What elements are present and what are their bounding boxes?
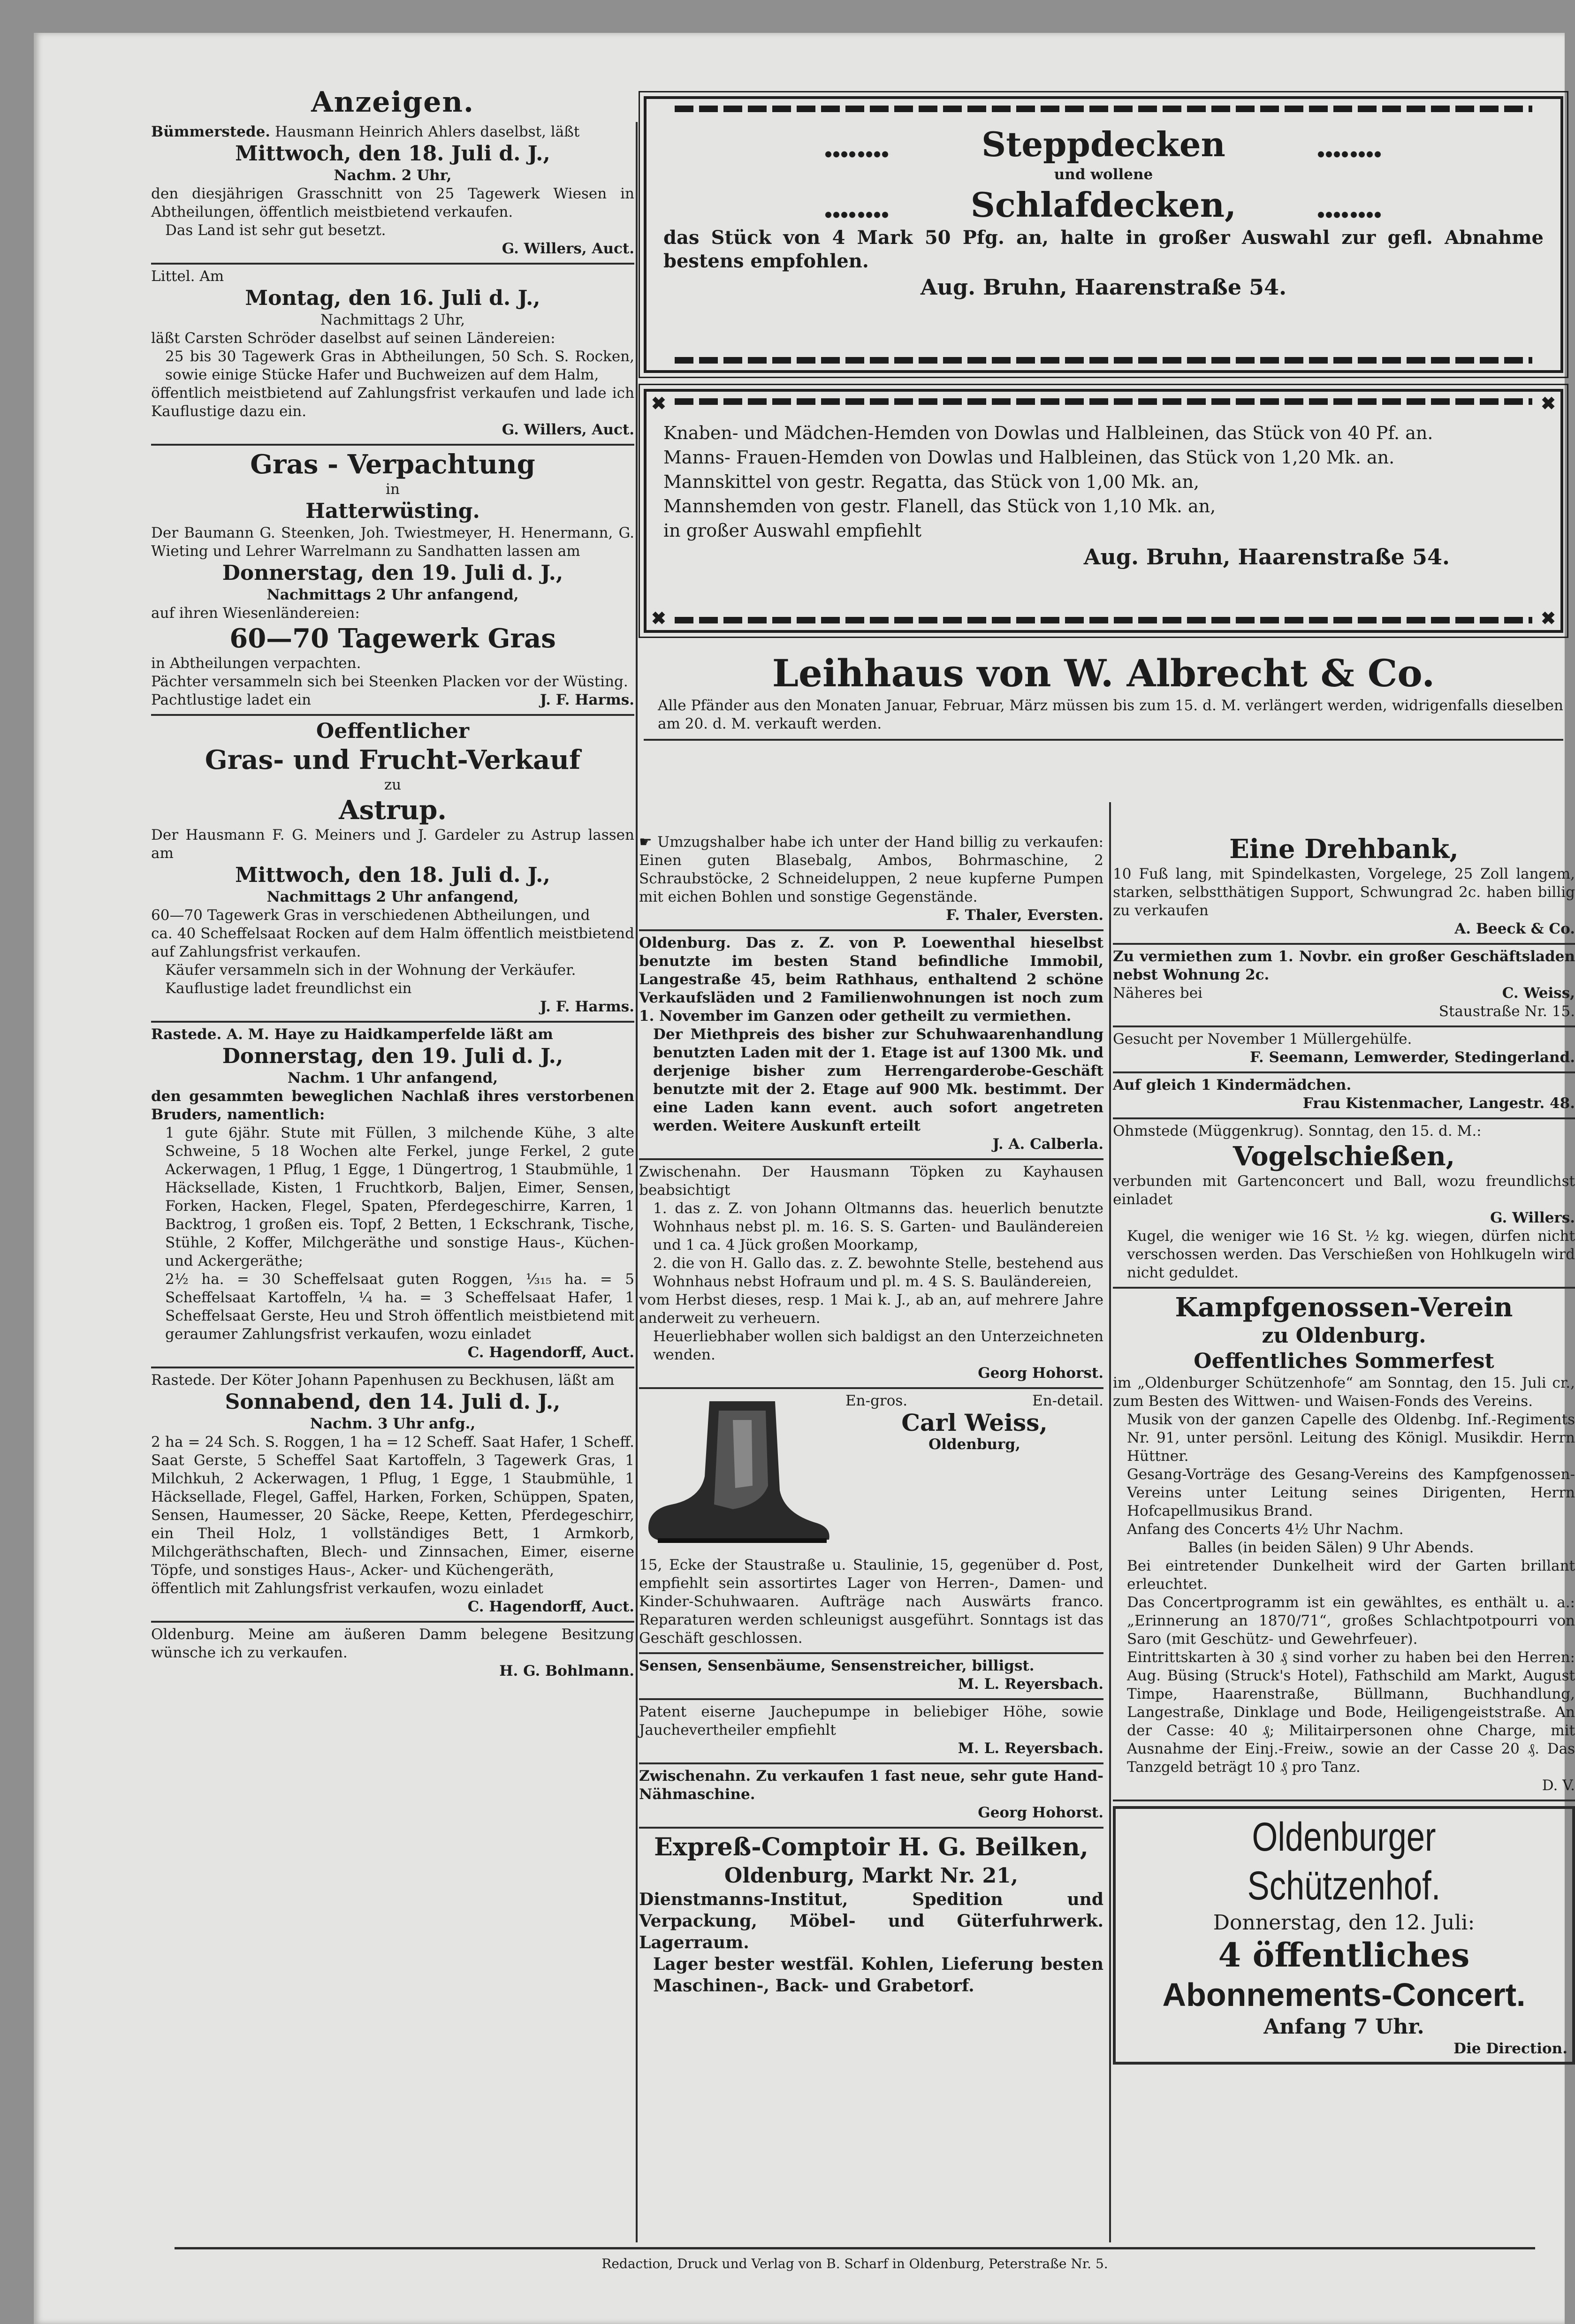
ad-text: Ohmstede (Müggenkrug). Sonntag, den 15. d. M.:: [1113, 1123, 1482, 1139]
ad-text: Pächter versammeln sich bei Steenken Placken vor der Wüsting.: [151, 673, 628, 690]
ad-sensen: [639, 1654, 1103, 1700]
ad-text: Knaben- und Mädchen-Hemden von Dowlas und Halbleinen, das Stück von 40 Pf. an.: [663, 423, 1433, 443]
ad-signature: Die Direction.: [1453, 2040, 1567, 2057]
border-ornament: [675, 617, 1532, 623]
ad-text: En-detail.: [1032, 1392, 1103, 1409]
ad-text: Das Land ist sehr gut besetzt.: [165, 222, 386, 239]
ad-date: Sonnabend, den 14. Juli d. J.,: [225, 1390, 561, 1414]
ad-thaler: [639, 830, 1103, 931]
ad-quantity: 60—70 Tagewerk Gras: [229, 623, 556, 654]
ad-signature: J. A. Calberla.: [992, 1136, 1103, 1153]
ad-text: und wollene: [1054, 166, 1153, 183]
ad-text: Der Baumann G. Steenken, Joh. Twiestmeyer, H. Henermann, G. Wieting und Lehrer Warrelmann zu Sandhatten lassen am: [151, 524, 634, 560]
top-ads: [644, 87, 1563, 741]
column-divider: [636, 122, 638, 2242]
ad-text: Balles (in beiden Sälen) 9 Uhr Abends.: [1188, 1539, 1474, 1556]
ad-text: das Stück von 4 Mark 50 Pfg. an, halte in großer Auswahl zur gefl. Abnahme bestens empfohlen.: [663, 227, 1544, 272]
ad-title: Oldenburger Schützenhof.: [1247, 1815, 1441, 1908]
dot-ornament: [824, 150, 857, 159]
ad-text: Eintrittskarten à 30 ₰ sind vorher zu haben bei den Herren: Aug. Büsing (Struck's Hotel), Fathschild am Markt, August Timpe, Haarenstraße, Büllmann, Buchhandlung, Langestraße, Dinklage und Bode, Heiligengeiststraße. An der Casse: 40 ₰; Militairpersonen ohne Charge, mit Ausnahme der Einj.-Freiw., sowie an der Casse 20 ₰. Das Tanzgeld beträgt 10 ₰ pro Tanz.: [1127, 1649, 1575, 1776]
ad-subtitle: 4 öffentliches: [1218, 1936, 1470, 1975]
ad-vogelschiessen: [1113, 1119, 1575, 1289]
ad-text: Mannskittel von gestr. Regatta, das Stück von 1,00 Mk. an,: [663, 471, 1200, 492]
ad-rastede-haye: [151, 1023, 634, 1368]
ad-text: ca. 40 Scheffelsaat Rocken auf dem Halm öffentlich meistbietend auf Zahlungsfrist verkaufen.: [151, 925, 634, 960]
ad-place: Oldenburg, Markt Nr. 21,: [724, 1864, 1019, 1888]
ad-text: Alle Pfänder aus den Monaten Januar, Februar, März müssen bis zum 15. d. M. verlängert werden, widrigenfalls dieselben am 20. d. M. verkauft werden.: [658, 697, 1563, 732]
dot-ornament: [857, 150, 890, 159]
ad-time: Nachmittags 2 Uhr anfangend,: [266, 889, 519, 905]
dot-ornament: [824, 210, 857, 220]
ad-text: 15, Ecke der Staustraße u. Staulinie, 15, gegenüber d. Post, empfiehlt sein assortirtes Lager von Herren-, Damen- und Kinder-Schuhwaaren. Aufträge nach Auswärts franco. Reparaturen werden schleunigst ausgeführt. Sonntags ist das Geschäft geschlossen.: [639, 1557, 1103, 1647]
ad-littel: [151, 265, 634, 446]
ad-text: 60—70 Tagewerk Gras in verschiedenen Abtheilungen, und: [151, 907, 590, 924]
ad-text: 2 ha = 24 Sch. S. Roggen, 1 ha = 12 Scheff. Saat Hafer, 1 Scheff. Saat Gerste, 5 Scheffel Saat Kartoffeln, 3 Tagewerk Gras, 1 Milchkuh, 2 Ackerwagen, 1 Pflug, 1 Egge, 1 Staubmühle, 1 Häcksellade, Flegel, Gaffel, Harken, Forken, Schüppen, Spaten, Sensen, Haumesser, 20 Säcke, Reepe, Ketten, Pferdegeschirr, ein Theil Holz, 1 vollständiges Bett, 1 Armkorb, Milchgeräthschaften, Blech- und Zinnsachen, Eimer, eiserne Töpfe, und sonstiges Haus-, Acker- und Küchengeräth,: [151, 1434, 634, 1579]
ad-lead: Littel. Am: [151, 268, 224, 285]
ad-signature: C. Weiss,: [1502, 985, 1575, 1002]
ad-text: 2½ ha. = 30 Scheffelsaat guten Roggen, ⅓₁₅ ha. = 5 Scheffelsaat Kartoffeln, ¼ ha. = 3 Scheffelsaat Hafer, 1 Scheffelsaat Gerste, Heu und Stroh öffentlich meistbietend mit geraumer Zahlungsfrist verkaufen, wozu einladet: [165, 1271, 634, 1343]
ad-signature: F. Seemann, Lemwerder, Stedingerland.: [1249, 1049, 1575, 1066]
ad-text: Manns- Frauen-Hemden von Dowlas und Halbleinen, das Stück von 1,20 Mk. an.: [663, 447, 1395, 468]
border-ornament: [675, 398, 1532, 405]
ad-text: Heuerliebhaber wollen sich baldigst an den Unterzeichneten wenden.: [653, 1328, 1103, 1363]
ad-text: Oldenburg. Meine am äußeren Damm belegene Besitzung wünsche ich zu verkaufen.: [151, 1626, 634, 1661]
section-title: Anzeigen.: [311, 86, 474, 119]
corner-ornament: ✖: [651, 608, 666, 629]
ad-text: 1 gute 6jähr. Stute mit Füllen, 3 milchende Kühe, 3 alte Schweine, 5 18 Wochen alte Ferkel, junge Ferkel, 2 gute Ackerwagen, 1 Pflug, 1 Egge, 1 Düngertrog, 1 Staubmühle, 1 Häcksellade, Kisten, 1 Fruchtkorb, Baljen, Eimer, Sensen, Forken, Hacken, Flegel, Spaten, Pferdegeschirre, Karren, 1 Backtrog, 1 großen eis. Topf, 2 Betten, 1 Eckschrank, Tische, Stühle, 2 Koffer, Milchgeräthe und sonstige Haus-, Küchen- und Ackergeräthe;: [165, 1124, 634, 1269]
corner-ornament: ✖: [1541, 393, 1556, 414]
border-ornament: [675, 357, 1532, 364]
ad-text: Pachtlustige ladet ein: [151, 691, 312, 708]
ad-title: Vogelschießen,: [1233, 1141, 1455, 1172]
ad-text: Näheres bei: [1113, 985, 1202, 1002]
ad-text: Auf gleich 1 Kindermädchen.: [1113, 1077, 1352, 1094]
ad-text: Gesucht per November 1 Müllergehülfe.: [1113, 1031, 1412, 1048]
ad-text: zu: [384, 776, 402, 793]
boot-illustration: [639, 1392, 836, 1551]
ad-signature: G. Willers, Auct.: [502, 240, 634, 257]
ad-title: Eine Drehbank,: [1229, 834, 1459, 865]
ad-title: Leihhaus von W. Albrecht & Co.: [772, 651, 1435, 695]
ad-signature: Georg Hohorst.: [978, 1365, 1103, 1382]
ad-rastede-papenhusen: [151, 1368, 634, 1623]
ad-title: Schlafdecken,: [970, 185, 1237, 225]
ad-title: Gras - Verpachtung: [250, 449, 535, 480]
ad-text: Zwischenahn. Zu verkaufen 1 fast neue, sehr gute Hand-Nähmaschine.: [639, 1768, 1103, 1803]
ad-text: Oldenburg. Das z. Z. von P. Loewenthal hieselbst benutzte im besten Stand befindliche Immobil, Langestraße 45, beim Rathhaus, enthaltend 2 schöne Verkaufsläden und 2 Familienwohnungen ist noch zum 1. November im Ganzen oder getheilt zu vermiethen.: [639, 934, 1103, 1025]
ad-signature: G. Willers, Auct.: [502, 421, 634, 438]
ad-text: Das Concertprogramm ist ein gewähltes, es enthält u. a.: „Erinnerung an 1870/71“, großes Schlachtpotpourri von Saro (mit Geschütz- und Gewehrfeuer).: [1127, 1594, 1575, 1648]
ad-text: in: [386, 481, 400, 498]
ad-hemden: [644, 389, 1563, 633]
dot-ornament: [1350, 210, 1383, 220]
ad-loewenthal: [639, 931, 1103, 1160]
ad-text: Rastede. Der Köter Johann Papenhusen zu Beckhusen, läßt am: [151, 1372, 615, 1389]
ad-text: Lager bester westfäl. Kohlen, Lieferung besten Maschinen-, Back- und Grabetorf.: [653, 1954, 1103, 1996]
ad-date: Donnerstag, den 19. Juli d. J.,: [222, 1044, 563, 1068]
ad-text: Dienstmanns-Institut, Spedition und Verpackung, Möbel- und Güterfuhrwerk. Lagerraum.: [639, 1890, 1103, 1952]
ad-text: im „Oldenburger Schützenhofe“ am Sonntag, den 15. Juli cr., zum Besten des Wittwen- und Waisen-Fonds des Vereins.: [1113, 1375, 1575, 1410]
ad-geschaeftsladen: [1113, 945, 1575, 1027]
column-right: [1113, 830, 1575, 2065]
ad-text: Der Hausmann F. G. Meiners und J. Gardeler zu Astrup lassen am: [151, 827, 634, 862]
ad-subtitle: Abonnements-Concert.: [1162, 1976, 1526, 2013]
ad-carl-weiss: [639, 1389, 1103, 1654]
ad-text: Staustraße Nr. 15.: [1438, 1003, 1575, 1020]
ad-signature: Aug. Bruhn, Haarenstraße 54.: [920, 274, 1287, 300]
column-middle: [639, 830, 1103, 2001]
ad-text: 25 bis 30 Tagewerk Gras in Abtheilungen, 50 Sch. S. Rocken, sowie einige Stücke Hafer und Buchweizen auf dem Halm,: [165, 348, 634, 383]
ad-gras-verpachtung: [151, 446, 634, 716]
ad-text: Zu vermiethen zum 1. Novbr. ein großer Geschäftsladen nebst Wohnung 2c.: [1113, 948, 1575, 983]
ad-text: vom Herbst dieses, resp. 1 Mai k. J., ab an, auf mehrere Jahre anderweit zu verheuern.: [639, 1291, 1103, 1327]
ad-text: 2. die von H. Gallo das. z. Z. bewohnte Stelle, bestehend aus Wohnhaus nebst Hofraum und pl. m. 4 S. S. Bauländereien,: [653, 1255, 1103, 1290]
ad-text: Zwischenahn. Der Hausmann Töpken zu Kayhausen beabsichtigt: [639, 1163, 1103, 1199]
ad-text: Mannshemden von gestr. Flanell, das Stück von 1,10 Mk. an,: [663, 496, 1216, 516]
ad-time: Nachm. 2 Uhr,: [334, 167, 452, 184]
ad-title: Expreß-Comptoir H. G. Beilken,: [654, 1833, 1088, 1861]
ad-pretitle: Oeffentlicher: [316, 719, 470, 743]
newspaper-page: [34, 33, 1575, 2324]
pointing-hand-icon: ☛: [639, 834, 652, 851]
ad-text: Kugel, die weniger wie 16 St. ½ kg. wiegen, dürfen nicht verschossen werden. Das Verschießen von Hohlkugeln wird nicht geduldet.: [1127, 1228, 1575, 1281]
ad-text: Kauflustige ladet freundlichst ein: [165, 980, 412, 997]
ad-buemmerstede: [151, 120, 634, 265]
ad-gras-frucht-verkauf: [151, 716, 634, 1023]
ad-signature: M. L. Reyersbach.: [958, 1740, 1103, 1757]
ad-title: Gras- und Frucht-Verkauf: [205, 744, 581, 775]
ad-text: Bei eintretender Dunkelheit wird der Garten brillant erleuchtet.: [1127, 1557, 1575, 1593]
ad-signature: F. Thaler, Eversten.: [946, 907, 1103, 924]
ad-drehbank: [1113, 830, 1575, 945]
ad-text: Anfang des Concerts 4½ Uhr Nachm.: [1127, 1521, 1404, 1538]
ad-date: Mittwoch, den 18. Juli d. J.,: [235, 863, 550, 887]
ad-text: En-gros.: [845, 1392, 908, 1409]
ad-text: 10 Fuß lang, mit Spindelkasten, Vorgelege, 25 Zoll langem, starken, selbstthätigen Support, Schwungrad 2c. haben billig zu verkaufen: [1113, 866, 1575, 919]
ad-text: Sensen, Sensenbäume, Sensenstreicher, billigst.: [639, 1657, 1035, 1674]
ad-text: Gesang-Vorträge des Gesang-Vereins des Kampfgenossen-Vereins unter Leitung seines Dirigenten, Herrn Hofcapellmusikus Brand.: [1127, 1466, 1575, 1519]
ad-date: Montag, den 16. Juli d. J.,: [245, 286, 540, 310]
ad-signature: M. L. Reyersbach.: [958, 1676, 1103, 1693]
ad-text: auf ihren Wiesenländereien:: [151, 605, 360, 622]
ad-place: zu Oldenburg.: [1262, 1324, 1426, 1348]
ad-time: Nachm. 1 Uhr anfangend,: [287, 1070, 498, 1086]
ad-date: Donnerstag, den 19. Juli d. J.,: [222, 561, 563, 585]
ad-title: Steppdecken: [982, 124, 1225, 164]
ad-kampfgenossen: [1113, 1289, 1575, 1801]
ad-steppdecken: [644, 96, 1563, 373]
ad-muellergehuelfe: [1113, 1027, 1575, 1073]
dot-ornament: [1317, 210, 1350, 220]
column-left: [151, 84, 634, 1685]
corner-ornament: ✖: [651, 393, 666, 414]
ad-signature: D. V.: [1542, 1777, 1575, 1794]
ad-title: Kampfgenossen-Verein: [1175, 1292, 1513, 1323]
ad-leihhaus: [644, 647, 1563, 741]
ad-signature: Frau Kistenmacher, Langestr. 48.: [1302, 1095, 1575, 1112]
ad-text: Musik von der ganzen Capelle des Oldenbg. Inf.-Regiments Nr. 91, unter persönl. Leitung des Königl. Musikdir. Herrn Hüttner.: [1127, 1411, 1575, 1465]
ad-time: Nachmittags 2 Uhr anfangend,: [266, 586, 519, 603]
ad-naehmaschine: [639, 1764, 1103, 1829]
ad-text: in großer Auswahl empfiehlt: [663, 520, 922, 541]
ad-text: öffentlich meistbietend auf Zahlungsfrist verkaufen und lade ich Kauflustige dazu ein.: [151, 385, 634, 420]
ad-signature: J. F. Harms.: [540, 691, 634, 708]
ad-text: den diesjährigen Grasschnitt von 25 Tagewerk Wiesen in Abtheilungen, öffentlich meistbietend verkaufen.: [151, 185, 634, 220]
ad-text: verbunden mit Gartenconcert und Ball, wozu freundlichst einladet: [1113, 1173, 1575, 1208]
ad-signature: Georg Hohorst.: [978, 1804, 1103, 1821]
ad-signature: Aug. Bruhn, Haarenstraße 54.: [1083, 544, 1450, 570]
ad-toepken: [639, 1160, 1103, 1389]
ad-signature: G. Willers.: [1490, 1209, 1575, 1226]
ad-time: Nachm. 3 Uhr anfg.,: [310, 1415, 476, 1432]
ad-lead: Bümmerstede.: [151, 123, 271, 140]
ad-signature: A. Beeck & Co.: [1454, 920, 1575, 937]
ad-text: den gesammten beweglichen Nachlaß ihres verstorbenen Bruders, namentlich:: [151, 1088, 634, 1123]
ad-place: Hatterwüsting.: [305, 499, 480, 523]
ad-time: Nachmittags 2 Uhr,: [320, 311, 465, 328]
ad-time: Anfang 7 Uhr.: [1263, 2015, 1424, 2039]
dot-ornament: [857, 210, 890, 220]
ad-title: Carl Weiss,: [901, 1409, 1048, 1436]
ad-text: Rastede. A. M. Haye zu Haidkamperfelde läßt am: [151, 1026, 553, 1043]
column-divider: [1109, 802, 1111, 2242]
ad-text: in Abtheilungen verpachten.: [151, 655, 361, 672]
dot-ornament: [1350, 150, 1383, 159]
ad-kindermaedchen: [1113, 1073, 1575, 1119]
ad-schuetzenhof: [1113, 1806, 1575, 2065]
corner-ornament: ✖: [1541, 608, 1556, 629]
ad-subtitle: Oeffentliches Sommerfest: [1194, 1349, 1494, 1373]
ad-signature: H. G. Bohlmann.: [499, 1663, 634, 1679]
ad-date: Donnerstag, den 12. Juli:: [1213, 1911, 1475, 1935]
ad-text: 1. das z. Z. von Johann Oltmanns das. heuerlich benutzte Wohnhaus nebst pl. m. 16. S. S. Garten- und Bauländereien und 1 ca. 4 Jück großen Moorkamp,: [653, 1200, 1103, 1253]
ad-signature: J. F. Harms.: [540, 998, 634, 1015]
ad-text: Umzugshalber habe ich unter der Hand billig zu verkaufen: Einen guten Blasebalg, Ambos, Bohrmaschine, 2 Schraubstöcke, 2 Schneideluppen, 2 neue kupferne Pumpen mit eichen Bohlen und sonstige Gegenstände.: [639, 834, 1104, 905]
ad-bohlmann: [151, 1623, 634, 1685]
dot-ornament: [1317, 150, 1350, 159]
imprint-footer: Redaction, Druck und Verlag von B. Scharf in Oldenburg, Peterstraße Nr. 5.: [175, 2247, 1535, 2271]
ad-text: öffentlich mit Zahlungsfrist verkaufen, wozu einladet: [151, 1580, 544, 1597]
ad-signature: C. Hagendorff, Auct.: [467, 1344, 634, 1361]
ad-jauchepumpe: [639, 1700, 1103, 1764]
ad-date: Mittwoch, den 18. Juli d. J.,: [235, 142, 550, 166]
ad-text: Hausmann Heinrich Ahlers daselbst, läßt: [274, 123, 580, 140]
ad-text: Käufer versammeln sich in der Wohnung der Verkäufer.: [165, 962, 576, 979]
border-ornament: [675, 106, 1532, 112]
ad-text: Der Miethpreis des bisher zur Schuhwaarenhandlung benutzten Laden mit der 1. Etage ist auf 1300 Mk. und derjenige bisher zum Herrengarderobe-Geschäft benutzte mit der 2. Etage auf 900 Mk. bestimmt. Der eine Laden kann event. auch sofort angetreten werden. Weitere Auskunft erteilt: [653, 1026, 1103, 1134]
ad-text: Patent eiserne Jauchepumpe in beliebiger Höhe, sowie Jauchevertheiler empfiehlt: [639, 1703, 1103, 1739]
ad-place: Astrup.: [339, 795, 447, 826]
ad-express-comptoir: [639, 1829, 1103, 2001]
ad-place: Oldenburg,: [928, 1436, 1020, 1453]
ad-signature: C. Hagendorff, Auct.: [467, 1598, 634, 1615]
ad-text: läßt Carsten Schröder daselbst auf seinen Ländereien:: [151, 330, 555, 347]
